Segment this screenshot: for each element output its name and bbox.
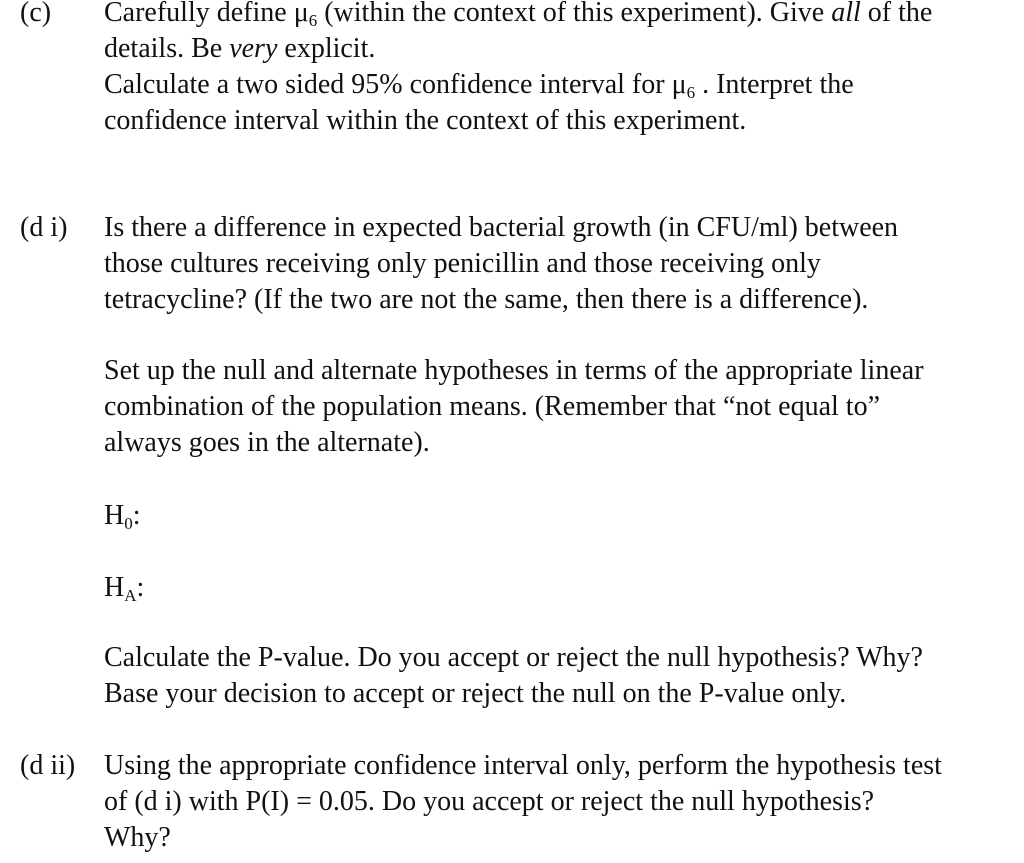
emphasis-all: all — [831, 0, 861, 28]
pvalue-line-1: Calculate the P-value. Do you accept or reject the null hypothesis? Why? — [104, 642, 923, 673]
question-label-c: (c) — [20, 0, 52, 28]
ha-subscript: A — [124, 586, 137, 605]
mu-subscript: 6 — [308, 11, 318, 30]
text-segment: (within the context of this experiment). Give — [317, 0, 832, 28]
colon: : — [136, 572, 145, 603]
question-d-i-line-2: those cultures receiving only penicillin and those receiving only — [104, 248, 821, 279]
mu-symbol: μ — [671, 69, 687, 100]
mu-subscript: 6 — [686, 83, 696, 102]
question-c-line-3 — [104, 67, 854, 103]
setup-line-2: combination of the population means. (Remember that “not equal to” — [104, 391, 881, 422]
question-c-line-1 — [104, 0, 932, 31]
text-segment: Calculate a two sided 95% confidence interval for — [104, 69, 672, 100]
text-segment: Carefully define — [104, 0, 294, 28]
setup-line-3: always goes in the alternate). — [104, 427, 430, 458]
alternate-hypothesis-label — [104, 570, 144, 606]
question-d-i-line-3: tetracycline? (If the two are not the same, then there is a difference). — [104, 284, 869, 315]
question-d-i-line-1: Is there a difference in expected bacterial growth (in CFU/ml) between — [104, 212, 899, 243]
colon: : — [132, 500, 141, 531]
pvalue-line-2: Base your decision to accept or reject the null on the P-value only. — [104, 678, 847, 709]
question-c-line-2 — [104, 31, 375, 67]
h-letter: H — [104, 500, 125, 531]
setup-line-1: Set up the null and alternate hypotheses in terms of the appropriate linear — [104, 355, 924, 386]
null-hypothesis-label — [104, 498, 141, 534]
text-segment: of the — [860, 0, 933, 28]
question-d-ii-line-3: Why? — [104, 822, 171, 853]
text-segment: details. Be — [104, 33, 230, 64]
h0-subscript: 0 — [124, 514, 133, 533]
question-c-line-4: confidence interval within the context of this experiment. — [104, 105, 747, 136]
question-label-d-ii: (d ii) — [20, 750, 76, 781]
question-d-ii-line-2: of (d i) with P(I) = 0.05. Do you accept or reject the null hypothesis? — [104, 786, 875, 817]
emphasis-very: very — [229, 33, 278, 64]
text-segment: . Interpret the — [695, 69, 854, 100]
text-segment: explicit. — [277, 33, 376, 64]
mu-symbol: μ — [293, 0, 309, 28]
question-label-d-i: (d i) — [20, 212, 68, 243]
h-letter: H — [104, 572, 125, 603]
question-d-ii-line-1: Using the appropriate confidence interval only, perform the hypothesis test — [104, 750, 942, 781]
